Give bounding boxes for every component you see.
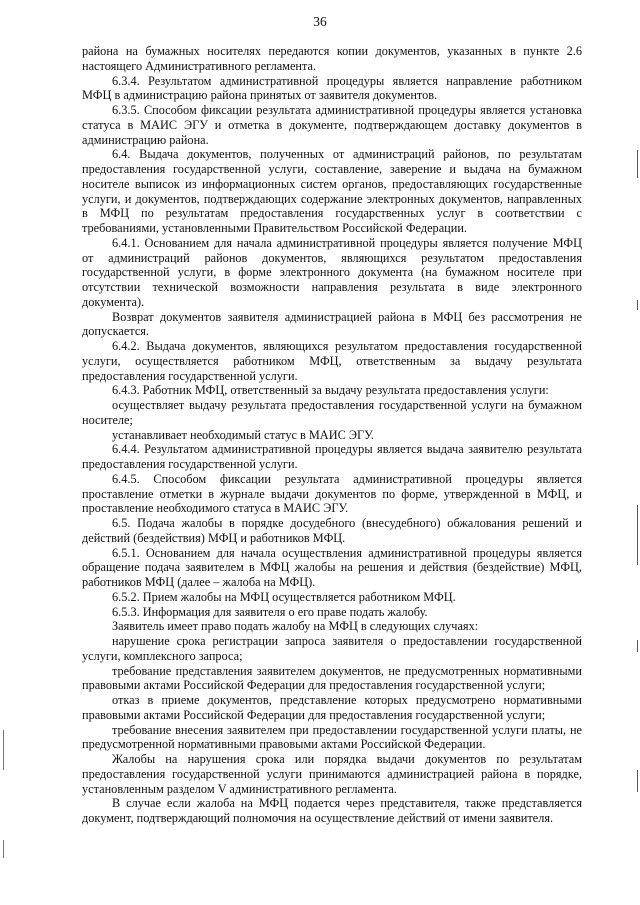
scan-edge-mark [637,640,638,652]
paragraph-6-3-4: 6.3.4. Результатом административной процедуры является направление работником МФЦ в администрацию района принятых от заявителя документов. [82,73,582,103]
scan-edge-mark [3,730,4,770]
paragraph-6-4-1: 6.4.1. Основанием для начала административной процедуры является получение МФЦ от администраций районов документов, являющихся результатом предоставления государственной услуги, в форме электронного документа (на бумажном носителе при отсутствии технической возможности направления результата в виде электронного документа). [82,235,582,309]
paragraph-6-4: 6.4. Выдача документов, полученных от администраций районов, по результатам предоставления государственной услуги, составление, заверение и выдача на бумажном носителе выписок из информационных систем органов, предоставляющих государственные услуги, и документов, подтверждающих содержание электронных документов, направленных в МФЦ по результатам предоставления государственных услуг в соответствии с требованиями, установленными Правительством Российской Федерации. [82,147,582,235]
paragraph-case-refusal: отказ в приеме документов, представление которых предусмотрено нормативными правовыми актами Российской Федерации для предоставления государственной услуги; [82,693,582,722]
scan-edge-mark [3,840,4,858]
paragraph-case-documents-required: требование представления заявителем документов, не предусмотренных нормативными правовыми актами Российской Федерации для предоставления государственной услуги; [82,663,582,693]
paragraph-return-documents: Возврат документов заявителя администрацией района в МФЦ без рассмотрения не допускается. [82,309,582,339]
paragraph-6-5-2: 6.5.2. Прием жалобы на МФЦ осуществляется работником МФЦ. [112,589,456,604]
paragraph-set-status: устанавливает необходимый статус в МАИС ЭГУ. [112,427,374,442]
document-body [82,44,582,826]
paragraph-case-deadline: нарушение срока регистрации запроса заявителя о предоставлении государственной услуги, комплексного запроса; [82,634,582,663]
paragraph-complaints-procedure: Жалобы на нарушения срока или порядка выдачи документов по результатам предоставления государственной услуги принимаются администрацией района в порядке, установленным разделом V административного регламента. [82,752,582,796]
paragraph-representative: В случае если жалоба на МФЦ подается через представителя, также представляется документ, подтверждающий полномочия на осуществление действий от имени заявителя. [82,796,582,825]
page-number: 36 [313,14,327,29]
paragraph-6-5-1: 6.5.1. Основанием для начала осуществления административной процедуры является обращение подача заявителем в МФЦ жалобы на решения и действия (бездействие) МФЦ, работников МФЦ (далее – жалоба на МФЦ). [82,545,582,589]
paragraph-continuation: района на бумажных носителях передаются копии документов, указанных в пункте 2.6 настоящего Административного регламента. [82,44,582,73]
paragraph-6-4-5: 6.4.5. Способом фиксации результата административной процедуры является проставление отметки в журнале выдачи документов по форме, утвержденной в МФЦ, и проставление необходимого статуса в МАИС ЭГУ. [82,471,582,516]
paragraph-6-4-3: 6.4.3. Работник МФЦ, ответственный за выдачу результата предоставления услуги: [112,383,549,398]
paragraph-6-5: 6.5. Подача жалобы в порядке досудебного (внесудебного) обжалования решений и действий (бездействия) МФЦ и работников МФЦ. [82,516,582,545]
paragraph-6-4-2: 6.4.2. Выдача документов, являющихся результатом предоставления государственной услуги, осуществляется работником МФЦ, ответственным за выдачу результата предоставления государственной услуги. [82,339,582,383]
paragraph-complaint-cases: Заявитель имеет право подать жалобу на МФЦ в следующих случаях: [112,619,479,634]
scan-edge-mark [637,300,638,310]
paragraph-case-payment: требование внесения заявителем при предоставлении государственной услуги платы, не предусмотренной нормативными правовыми актами Российской Федерации. [82,722,582,752]
paragraph-6-3-5: 6.3.5. Способом фиксации результата административной процедуры является установка статуса в МАИС ЭГУ и отметка в документе, подтверждающем доставку документов в администрацию района. [82,103,582,147]
paragraph-issue-result: осуществляет выдачу результата предоставления государственной услуги на бумажном носителе; [82,398,582,427]
scan-edge-mark [637,505,638,565]
paragraph-6-4-4: 6.4.4. Результатом административной процедуры является выдача заявителю результата предоставления государственной услуги. [82,442,582,471]
paragraph-6-5-3: 6.5.3. Информация для заявителя о его праве подать жалобу. [112,604,428,619]
scan-edge-mark [637,150,638,178]
scan-edge-mark [637,770,638,792]
